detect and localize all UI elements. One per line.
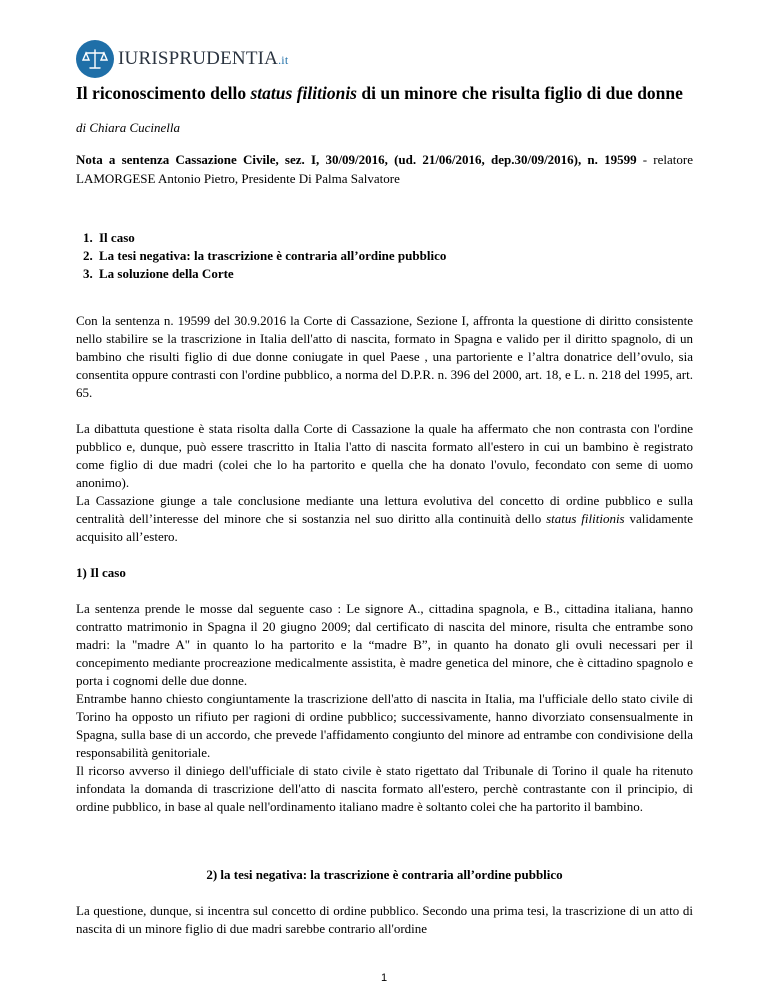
- article-body: [76, 81, 693, 938]
- case-reference: [76, 150, 693, 188]
- article-author: di Chiara Cucinella: [76, 120, 180, 135]
- scales-of-justice-icon: [76, 40, 114, 78]
- logo-tld: .it: [278, 53, 289, 67]
- toc-item[interactable]: 2. La tesi negativa: la trascrizione è contraria all’ordine pubblico: [96, 247, 693, 265]
- page-number: 1: [380, 972, 388, 984]
- article-title: [76, 81, 693, 106]
- paragraph-reasoning: [76, 492, 693, 546]
- reasoning-text-start: La Cassazione giunge a tale conclusione mediante una lettura evolutiva del concetto di ordine pubblico e sulla centralità dell’interesse del minore che si sostanzia nel suo diritto alla continuità dello: [76, 493, 693, 526]
- paragraph-intro: Con la sentenza n. 19599 del 30.9.2016 la Corte di Cassazione, Sezione I, affronta la questione di diritto consistente nello stabilire se la trascrizione in Italia dell'atto di nascita, formato in Spagna e valido per il diritto spagnolo, di un bambino che risulti figlio di due donne coniugate in quel Paese , una partoriente e l’altra donatrice dell’ovulo, sia consentita oppure contrasti con l'ordine pubblico, a norma del D.P.R. n. 396 del 2000, art. 18, e L. n. 218 del 1995, art. 65.: [76, 313, 693, 400]
- logo-wordmark: [118, 48, 288, 70]
- paragraph-decision: La dibattuta questione è stata risolta dalla Corte di Cassazione la quale ha affermato che non contrasta con l'ordine pubblico e, dunque, può essere trascritto in Italia l'atto di nascita formato all'estero in cui un bambino è registrato come figlio di due madri (colei che lo ha partorito e quella che ha donato l'ovulo, fecondato con seme di uomo anonimo).: [76, 421, 693, 490]
- logo-brand: IURISPRUDENTIA: [118, 48, 279, 69]
- section-heading-1: 1) Il caso: [76, 565, 126, 580]
- toc-item[interactable]: 3. La soluzione della Corte: [96, 265, 693, 283]
- title-text-end: di un minore che risulta figlio di due donne: [357, 83, 683, 103]
- title-text-start: Il riconoscimento dello: [76, 83, 251, 103]
- paragraph-transcription-request: Entrambe hanno chiesto congiuntamente la trascrizione dell'atto di nascita in Italia, ma l'ufficiale dello stato civile di Torino ha opposto un rifiuto per ragioni di ordine pubblico; successivamente, hanno divorziato consensualmente in Spagna, sulla base di un accordo, che prevede l'affidamento congiunto del minore ad entrambe con condivisione della responsabilità genitoriale.: [76, 691, 693, 760]
- case-reference-bold: Nota a sentenza Cassazione Civile, sez. I, 30/09/2016, (ud. 21/06/2016, dep.30/09/2016), n. 19599: [76, 152, 637, 167]
- section-heading-2: 2) la tesi negativa: la trascrizione è contraria all’ordine pubblico: [206, 867, 563, 882]
- site-logo[interactable]: [76, 40, 288, 78]
- paragraph-appeal: Il ricorso avverso il diniego dell'ufficiale di stato civile è stato rigettato dal Tribunale di Torino il quale ha ritenuto infondata la domanda di trascrizione dell'atto di nascita formato all'estero, perchè contrastante con il principio, di ordine pubblico, in base al quale nell'ordinamento italiano madre è soltanto colei che ha partorito il bambino.: [76, 763, 693, 814]
- toc-item[interactable]: 1. Il caso: [96, 229, 693, 247]
- reasoning-text-end: validamente acquisito all’estero.: [76, 511, 693, 544]
- reasoning-italic-term: status filitionis: [546, 511, 625, 526]
- case-reference-rest: - relatore LAMORGESE Antonio Pietro, Presidente Di Palma Salvatore: [76, 152, 693, 186]
- paragraph-case-facts: La sentenza prende le mosse dal seguente caso : Le signore A., cittadina spagnola, e B., cittadina italiana, hanno contratto matrimonio in Spagna il 20 giugno 2009; dal certificato di nascita del minore, risulta che entrambe sono madri: la "madre A" in quanto lo ha partorito e la “madre B”, in quanto ha donato gli ovuli necessari per il concepimento mediante procreazione medicalmente assistita, è madre genetica del minore, che è cittadino spagnolo e porta i cognomi delle due donne.: [76, 601, 693, 688]
- paragraph-public-order: La questione, dunque, si incentra sul concetto di ordine pubblico. Secondo una prima tesi, la trascrizione di un atto di nascita di un minore figlio di due madri sarebbe contrario all'ordine: [76, 903, 693, 936]
- title-italic-term: status filitionis: [250, 83, 357, 103]
- table-of-contents: [76, 229, 693, 283]
